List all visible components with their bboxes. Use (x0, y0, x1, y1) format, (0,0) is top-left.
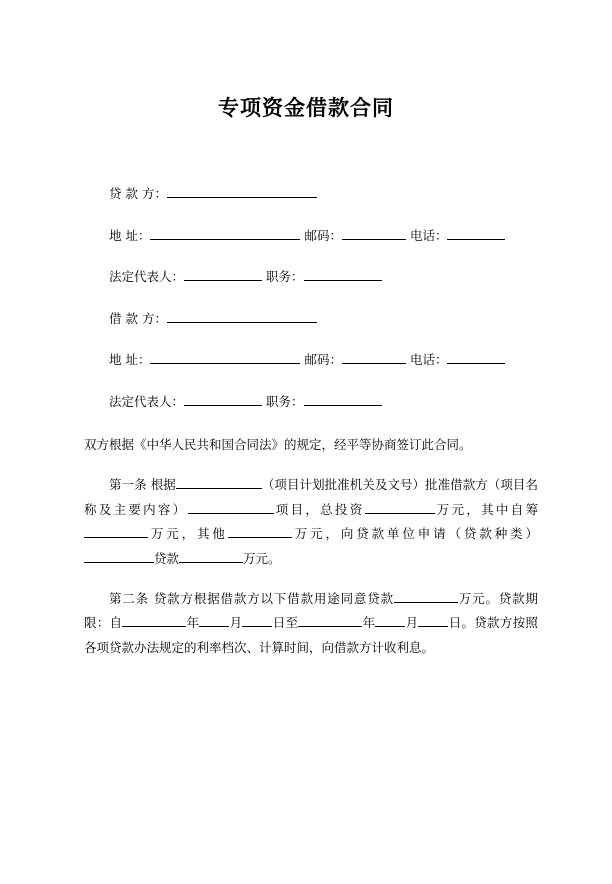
article-1-blank-self[interactable] (84, 524, 148, 538)
lender-address-label: 地 址： (109, 227, 151, 243)
article-1-part-0: 第一条 根据 (109, 477, 176, 493)
lender-phone-label: 电话： (409, 227, 448, 243)
article-1-blank-approval[interactable] (176, 475, 262, 489)
lender-name-blank[interactable] (167, 184, 317, 198)
article-2-blank-start-month[interactable] (199, 613, 229, 627)
article-2-blank-start-year[interactable] (122, 613, 186, 627)
article-2-blank-amount[interactable] (394, 589, 458, 603)
borrower-legal-rep-label: 法定代表人： (109, 393, 185, 409)
article-2-blank-end-month[interactable] (375, 613, 405, 627)
lender-address-blank[interactable] (150, 226, 300, 240)
borrower-address-label: 地 址： (109, 352, 151, 368)
borrower-name-line (84, 309, 538, 329)
article-2-part-0: 第二条 贷款方根据借款方以下借款用途同意贷款 (109, 590, 394, 606)
article-1-part-7: 万元。 (243, 550, 281, 566)
page-title: 专项资金借款合同 (218, 96, 394, 120)
article-2-part-2: 年 (186, 615, 200, 631)
borrower-postcode-blank[interactable] (342, 350, 406, 364)
article-2-part-5: 年 (362, 615, 376, 631)
borrower-name-blank[interactable] (167, 309, 317, 323)
article-1-part-2: 项目，总投资 (273, 501, 365, 517)
lender-postcode-label: 邮码： (304, 227, 342, 243)
article-2-part-7: 日。贷款方按照各项贷款办法规定的利率档次、计算时间，向借款方计收利息。 (84, 615, 538, 655)
article-1-part-5: 万元，向贷款单位申请（贷款种类） (291, 526, 538, 542)
borrower-position-label: 职务： (266, 393, 304, 409)
lender-phone-blank[interactable] (447, 226, 505, 240)
lender-position-blank[interactable] (304, 267, 382, 281)
article-1-part-4: 万元，其他 (148, 526, 228, 542)
article-1-part-3: 万元，其中自筹 (434, 501, 538, 517)
article-1-part-6: 贷款 (154, 550, 180, 566)
lender-address-line (84, 226, 538, 246)
article-2-blank-start-day[interactable] (242, 613, 272, 627)
borrower-phone-blank[interactable] (447, 350, 505, 364)
article-2-part-3: 月 (229, 615, 243, 631)
preamble-paragraph: 双方根据《中华人民共和国合同法》的规定，经平等协商签订此合同。 (84, 437, 472, 452)
article-1-blank-total[interactable] (365, 500, 435, 514)
lender-position-label: 职务： (266, 269, 304, 285)
borrower-postcode-label: 邮码： (304, 352, 342, 368)
lender-legal-rep-label: 法定代表人： (109, 269, 185, 285)
article-2-part-4: 日至 (272, 615, 299, 631)
lender-legal-rep-blank[interactable] (184, 267, 262, 281)
article-2-paragraph (84, 587, 538, 660)
article-2-part-6: 月 (405, 615, 419, 631)
borrower-legal-rep-blank[interactable] (184, 392, 262, 406)
lender-postcode-blank[interactable] (342, 226, 406, 240)
article-1-blank-type[interactable] (84, 548, 154, 562)
article-2-blank-end-year[interactable] (298, 613, 362, 627)
borrower-address-blank[interactable] (150, 350, 300, 364)
article-1-blank-project[interactable] (188, 500, 274, 514)
article-2-blank-end-day[interactable] (418, 613, 448, 627)
lender-name-line (84, 184, 538, 204)
borrower-phone-label: 电话： (409, 352, 448, 368)
article-1-part-1: （项目计划批准机关及文号）批准借款方（项目名称及主要内容） (84, 477, 538, 517)
article-1-blank-amount[interactable] (179, 548, 243, 562)
borrower-position-blank[interactable] (304, 392, 382, 406)
article-1-blank-other[interactable] (228, 524, 292, 538)
article-1-paragraph (84, 473, 538, 571)
lender-legal-rep-line (84, 267, 538, 287)
lender-label: 贷 款 方： (109, 186, 167, 202)
document-body (0, 184, 612, 660)
article-2-part-1: 万元。贷款期限：自 (84, 590, 538, 631)
borrower-label: 借 款 方： (109, 310, 167, 326)
document-page (0, 92, 612, 884)
borrower-legal-rep-line (84, 392, 538, 412)
borrower-address-line (84, 350, 538, 370)
